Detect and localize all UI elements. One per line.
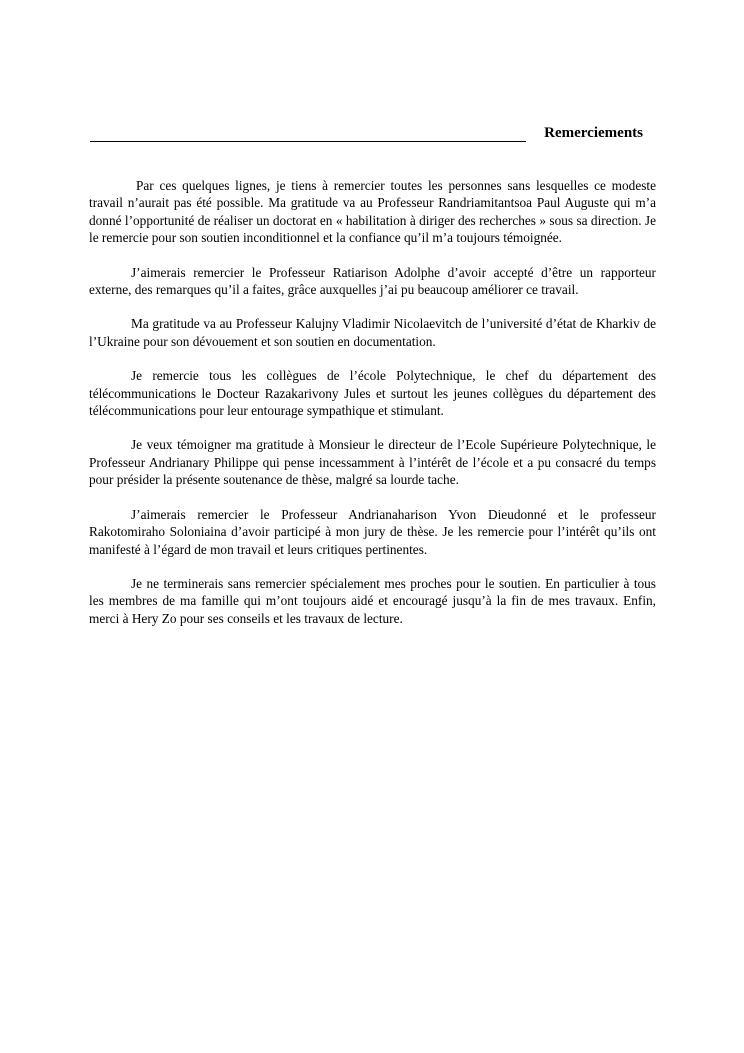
paragraph: Je remercie tous les collègues de l’école Polytechnique, le chef du département des télécommunications le Docteur Razakarivony Jules et surtout les jeunes collègues du département des télécommunications pour leur entourage sympathique et stimulant. [89,368,656,419]
paragraph: Ma gratitude va au Professeur Kalujny Vladimir Nicolaevitch de l’université d’état de Kharkiv de l’Ukraine pour son dévouement et son soutien en documentation. [89,316,656,349]
page-title: Remerciements [544,125,643,141]
paragraph: Je ne terminerais sans remercier spécialement mes proches pour le soutien. En particulier à tous les membres de ma famille qui m’ont toujours aidé et encouragé jusqu’à la fin de mes travaux. Enfin, merci à Hery Zo pour ses conseils et les travaux de lecture. [89,575,656,626]
paragraph: J’aimerais remercier le Professeur Andrianaharison Yvon Dieudonné et le professeur Rakotomiraho Soloniaina d’avoir participé à mon jury de thèse. Je les remercie pour l’intérêt qu’ils ont manifesté à l’égard de mon travail et leurs critiques pertinentes. [89,506,656,557]
paragraph: Par ces quelques lignes, je tiens à remercier toutes les personnes sans lesquelles ce modeste travail n’aurait pas été possible. Ma gratitude va au Professeur Randriamitantsoa Paul Auguste qui m’a donné l’opportunité de réaliser un doctorat en « habilitation à diriger des recherches » sous sa direction. Je le remercie pour son soutien inconditionnel et la confiance qu’il m’a toujours témoignée. [89,178,656,246]
paragraph: Je veux témoigner ma gratitude à Monsieur le directeur de l’Ecole Supérieure Polytechnique, le Professeur Andrianary Philippe qui pense incessamment à l’intérêt de l’école et a pu consacré du temps pour présider la présente soutenance de thèse, malgré sa lourde tache. [89,437,656,488]
page-header [90,123,643,143]
header-rule [90,141,526,142]
paragraph: J’aimerais remercier le Professeur Ratiarison Adolphe d’avoir accepté d’être un rapporteur externe, des remarques qu’il a faites, grâce auxquelles j’ai pu beaucoup améliorer ce travail. [89,264,656,298]
acknowledgements-body [89,177,656,644]
